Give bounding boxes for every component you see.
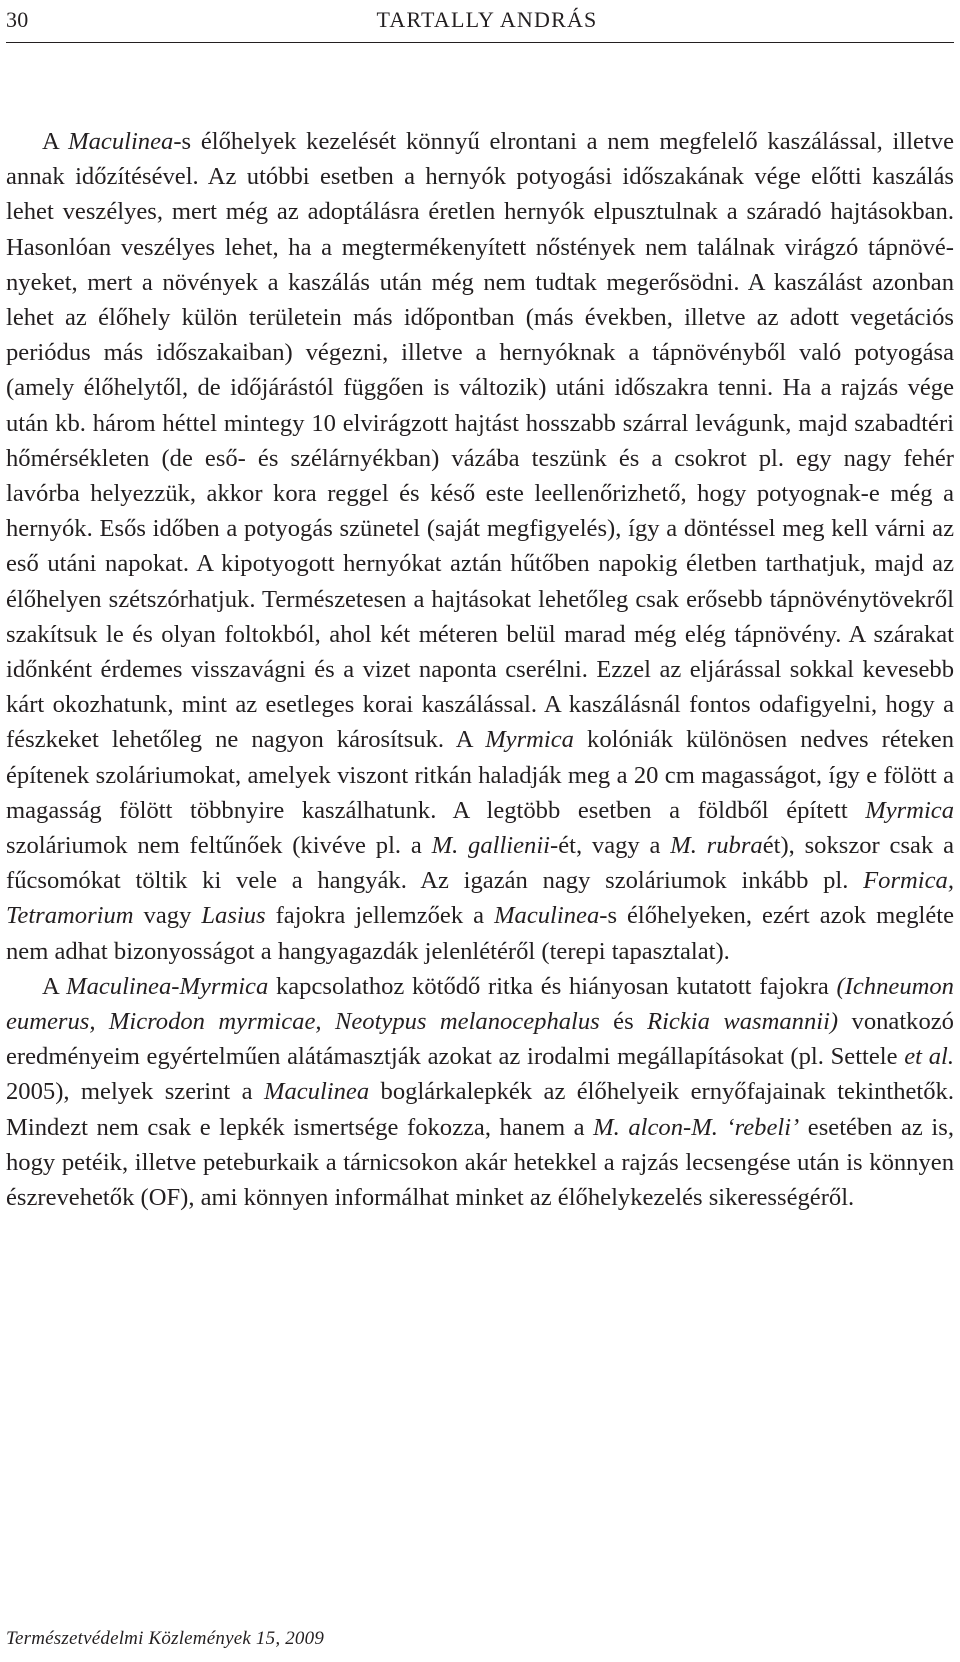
text-run: és: [599, 1008, 648, 1036]
text-run: kapcsolathoz kötődő ritka és hiányosan kutatott fajokra: [268, 972, 837, 1000]
paragraph: [6, 969, 954, 1215]
journal-footer: Természetvédelmi Közlemények 15, 2009: [6, 1628, 325, 1649]
italic-text: Myrmica: [179, 972, 269, 1000]
italic-text: Maculinea: [263, 1078, 370, 1106]
italic-text: Rickia wasmannii): [647, 1008, 839, 1036]
text-run: vonatkozó eredményeim egyértelműen alátámasztják azokat az irodalmi megállapításokat (pl. Settele: [6, 1008, 954, 1071]
text-run: fajokra jellemzőek a: [265, 902, 495, 930]
text-run: A: [42, 972, 67, 1000]
running-header: [6, 4, 954, 43]
text-run: -: [683, 1113, 692, 1141]
text-run: 2005), melyek szerint a: [6, 1078, 264, 1106]
italic-text: Maculinea: [68, 128, 174, 155]
text-run: ét), sokszor csak a fűcsomókat töltik ki vele a hangyák. Az igazán nagy szoláriumok inkább pl.: [6, 832, 954, 895]
italic-text: Maculinea: [66, 972, 172, 1000]
text-run: -ét, vagy a: [550, 832, 671, 860]
italic-text: Lasius: [201, 902, 266, 930]
italic-text: et al.: [904, 1043, 954, 1071]
italic-text: Myrmica: [485, 726, 574, 754]
author-name: TARTALLY ANDRÁS: [376, 7, 598, 32]
text-run: -s élőhelyek kezelését könnyű elrontani a nem megfelelő kaszálással, illetve annak időzítésével. Az utóbbi esetben a hernyók potyogási időszakának vége előtti kaszálás lehet veszélyes, mert még az adoptálásra éretlen hernyók elpusztulnak a száradó hajtásokban. Hasonlóan veszélyes lehet, ha a megtermékenyített nőstények nem találnak virágzó tápnövényeket, mert a növények a kaszálás után még nem tudtak megerősödni. A kaszálást azonban lehet az élőhely külön területein más időpontban (más években, illetve az adott vegetációs periódus más időszakaiban) végezni, illetve a hernyóknak a tápnövényből való potyogása (amely élőhelytől, de időjárástól függően is változik) utáni időszakra tenni. Ha a rajzás vége után kb. három héttel mintegy 10 elvirágzott hajtást hosszabb szárral levágunk, majd szabadtéri hőmérsékleten (de eső- és szélárnyékban) vázába teszünk és a csokrot pl. egy nagy fehér lavórba helyezzük, akkor kora reggel és késő este leellenőrizhető, hogy potyognak-e még a hernyók. Esős időben a potyogás szünetel (saját megfigyelés), így a döntéssel meg kell várni az eső utáni napokat. A kipotyogott hernyókat aztán hűtőben napokig életben tarthatjuk, majd az élőhelyen szétszórhatjuk. Természetesen a hajtásokat lehetőleg csak erősebb tápnövénytövekről szakítsuk le és olyan foltokból, ahol két méteren belül marad még elég tápnövény. A szárakat időnként érdemes visszavágni és a vizet naponta cserélni. Ezzel az eljárással sokkal kevesebb kárt okozhatunk, mint az esetleges korai kaszálással. A kaszálásnál fontos odafigyelni, hogy a fészkeket lehetőleg ne nagyon károsítsuk. A: [6, 128, 954, 754]
text-run: -s élőhelyeken, ezért azok megléte nem adhat bizonyosságot a hangyagazdák jelenlétéről (terepi tapasztalat).: [6, 902, 954, 965]
italic-text: Formica, Tetramorium: [6, 867, 954, 930]
text-run: A: [42, 128, 69, 155]
text-run: -: [171, 972, 180, 1000]
italic-text: M. gallienii: [431, 832, 550, 860]
paragraph: [6, 124, 954, 969]
italic-text: (Ichneumon eumerus, Microdon myrmicae, Neotypus melanocephalus: [6, 972, 954, 1036]
text-run: kolóniák különösen nedves réteken építenek szoláriumokat, amelyek viszont ritkán haladják meg a 20 cm magasságot, így e fölött a magasság fölött többnyire kaszálhatunk. A legtöbb esetben a földből épített: [6, 726, 954, 824]
text-run: szoláriumok nem feltűnőek (kivéve pl. a: [6, 832, 432, 860]
italic-text: M. alcon: [593, 1113, 683, 1141]
italic-text: Myrmica: [865, 796, 954, 824]
text-run: vagy: [133, 902, 202, 930]
text-run: boglárkalepkék az élőhelyeik ernyőfajainak tekinthetők. Mindezt nem csak e lepkék ismertsége fokozza, hanem a: [6, 1078, 954, 1141]
italic-text: M. ‘rebeli’: [691, 1113, 800, 1141]
text-run: esetében az is, hogy petéik, illetve peteburkaik a tárnicsokon akár hetekkel a rajzás lecsengése után is könnyen észrevehetők (OF), ami könnyen informálhat minket az élőhelykezelés sikerességéről.: [6, 1113, 954, 1212]
italic-text: M. rubra: [670, 832, 763, 860]
italic-text: Maculinea: [494, 902, 600, 930]
page-number: 30: [6, 7, 29, 32]
body-text: [6, 124, 954, 1215]
